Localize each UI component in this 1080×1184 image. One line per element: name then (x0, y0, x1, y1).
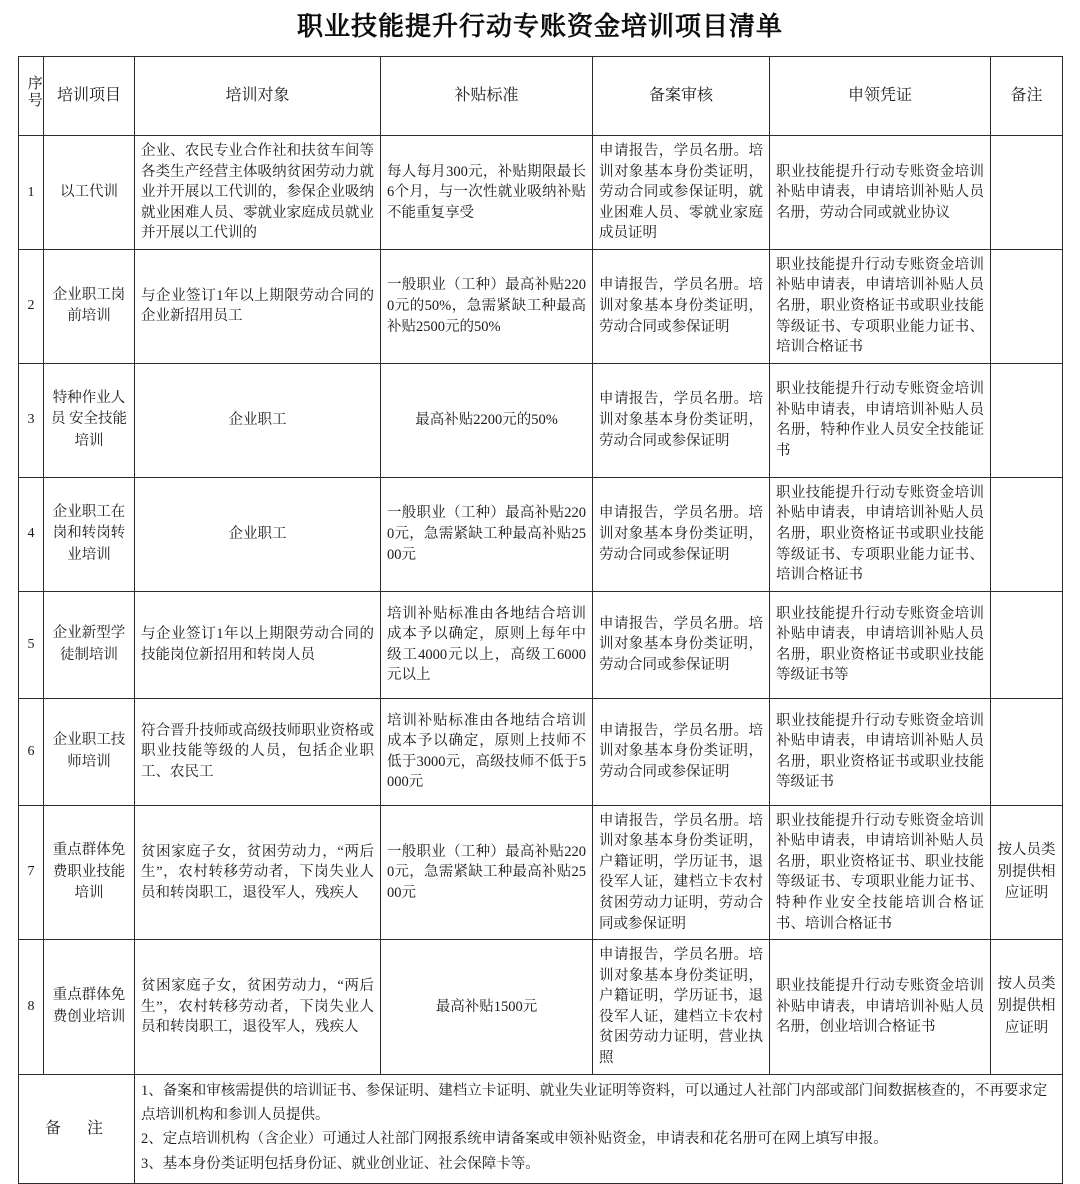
cell-item: 特种作业人员 安全技能培训 (44, 363, 135, 477)
cell-certificate: 职业技能提升行动专账资金培训补贴申请表，申请培训补贴人员名册，职业资格证书或职业技能等级证书、专项职业能力证书、培训合格证书 (770, 477, 991, 591)
column-header-note: 备注 (991, 57, 1063, 136)
cell-certificate: 职业技能提升行动专账资金培训补贴申请表，申请培训补贴人员名册，职业资格证书、职业技能等级证书、专项职业能力证书、特种作业安全技能培训合格证书、培训合格证书 (770, 805, 991, 939)
cell-object: 贫困家庭子女，贫困劳动力，“两后生”，农村转移劳动者，下岗失业人员和转岗职工，退役军人，残疾人 (135, 940, 381, 1074)
cell-item: 重点群体免费创业培训 (44, 940, 135, 1074)
cell-object: 符合晋升技师或高级技师职业资格或职业技能等级的人员，包括企业职工、农民工 (135, 698, 381, 805)
cell-standard: 培训补贴标准由各地结合培训成本予以确定，原则上技师不低于3000元，高级技师不低于5000元 (381, 698, 593, 805)
cell-standard: 一般职业（工种）最高补贴2200元，急需紧缺工种最高补贴2500元 (381, 805, 593, 939)
table-row (19, 249, 1063, 363)
table-row (19, 136, 1063, 250)
cell-object: 与企业签订1年以上期限劳动合同的企业新招用员工 (135, 249, 381, 363)
cell-note (991, 363, 1063, 477)
cell-item: 企业新型学徒制培训 (44, 591, 135, 698)
table-header-row (19, 57, 1063, 136)
cell-note (991, 698, 1063, 805)
page-title: 职业技能提升行动专账资金培训项目清单 (296, 12, 783, 41)
column-header-index-label: 序号 (25, 75, 42, 110)
cell-note: 按人员类别提供相应证明 (991, 805, 1063, 939)
cell-item: 企业职工技师培训 (44, 698, 135, 805)
cell-object: 贫困家庭子女，贫困劳动力，“两后生”，农村转移劳动者，下岗失业人员和转岗职工，退役军人，残疾人 (135, 805, 381, 939)
footer-note-line: 3、基本身份类证明包括身份证、就业创业证、社会保障卡等。 (141, 1156, 540, 1173)
cell-review: 申请报告，学员名册。培训对象基本身份类证明，劳动合同或参保证明 (593, 698, 770, 805)
cell-review: 申请报告，学员名册。培训对象基本身份类证明，劳动合同或参保证明 (593, 591, 770, 698)
cell-note (991, 591, 1063, 698)
cell-index: 8 (19, 940, 44, 1074)
cell-standard: 每人每月300元，补贴期限最长6个月，与一次性就业吸纳补贴不能重复享受 (381, 136, 593, 250)
cell-item: 企业职工在岗和转岗转业培训 (44, 477, 135, 591)
cell-standard: 最高补贴1500元 (381, 940, 593, 1074)
footer-label: 备 注 (19, 1074, 135, 1184)
cell-object: 与企业签订1年以上期限劳动合同的技能岗位新招用和转岗人员 (135, 591, 381, 698)
column-header-certificate: 申领凭证 (770, 57, 991, 136)
table-body (19, 136, 1063, 1184)
table-footer-row (19, 1074, 1063, 1184)
cell-review: 申请报告，学员名册。培训对象基本身份类证明，劳动合同或参保证明 (593, 249, 770, 363)
cell-object: 企业、农民专业合作社和扶贫车间等各类生产经营主体吸纳贫困劳动力就业并开展以工代训的，参保企业吸纳就业困难人员、零就业家庭成员就业并开展以工代训的 (135, 136, 381, 250)
cell-index: 2 (19, 249, 44, 363)
cell-certificate: 职业技能提升行动专账资金培训补贴申请表，申请培训补贴人员名册，劳动合同或就业协议 (770, 136, 991, 250)
cell-index: 4 (19, 477, 44, 591)
table-row (19, 477, 1063, 591)
cell-certificate: 职业技能提升行动专账资金培训补贴申请表，申请培训补贴人员名册，职业资格证书或职业技能等级证书、专项职业能力证书、培训合格证书 (770, 249, 991, 363)
cell-index: 7 (19, 805, 44, 939)
footer-note-line: 1、备案和审核需提供的培训证书、参保证明、建档立卡证明、就业失业证明等资料，可以通过人社部门内部或部门间数据核查的，不再要求定点培训机构和参训人员提供。 (141, 1082, 1048, 1123)
column-header-index (19, 57, 44, 136)
cell-standard: 最高补贴2200元的50% (381, 363, 593, 477)
cell-review: 申请报告，学员名册。培训对象基本身份类证明，户籍证明，学历证书，退役军人证，建档立卡农村贫困劳动力证明，劳动合同或参保证明 (593, 805, 770, 939)
cell-certificate: 职业技能提升行动专账资金培训补贴申请表，申请培训补贴人员名册，职业资格证书或职业技能等级证书等 (770, 591, 991, 698)
cell-note: 按人员类别提供相应证明 (991, 940, 1063, 1074)
cell-standard: 一般职业（工种）最高补贴2200元，急需紧缺工种最高补贴2500元 (381, 477, 593, 591)
cell-object: 企业职工 (135, 363, 381, 477)
cell-index: 1 (19, 136, 44, 250)
table-row (19, 363, 1063, 477)
column-header-object: 培训对象 (135, 57, 381, 136)
cell-standard: 培训补贴标准由各地结合培训成本予以确定，原则上每年中级工4000元以上，高级工6000元以上 (381, 591, 593, 698)
cell-index: 3 (19, 363, 44, 477)
table-row (19, 698, 1063, 805)
footer-notes (135, 1074, 1063, 1184)
table-row (19, 940, 1063, 1074)
footer-note-line: 2、定点培训机构（含企业）可通过人社部门网报系统申请备案或申领补贴资金，申请表和花名册可在网上填写申报。 (141, 1131, 888, 1148)
training-program-table (18, 56, 1063, 1184)
cell-note (991, 249, 1063, 363)
cell-certificate: 职业技能提升行动专账资金培训补贴申请表，申请培训补贴人员名册，创业培训合格证书 (770, 940, 991, 1074)
cell-review: 申请报告，学员名册。培训对象基本身份类证明，劳动合同或参保证明 (593, 363, 770, 477)
table-row (19, 591, 1063, 698)
table-header (19, 57, 1063, 136)
cell-object: 企业职工 (135, 477, 381, 591)
column-header-standard: 补贴标准 (381, 57, 593, 136)
cell-note (991, 136, 1063, 250)
column-header-review: 备案审核 (593, 57, 770, 136)
cell-index: 6 (19, 698, 44, 805)
cell-review: 申请报告，学员名册。培训对象基本身份类证明，劳动合同或参保证明，就业困难人员、零就业家庭成员证明 (593, 136, 770, 250)
cell-review: 申请报告，学员名册。培训对象基本身份类证明，户籍证明，学历证书，退役军人证，建档立卡农村贫困劳动力证明，营业执照 (593, 940, 770, 1074)
cell-standard: 一般职业（工种）最高补贴2200元的50%，急需紧缺工种最高补贴2500元的50% (381, 249, 593, 363)
table-row (19, 805, 1063, 939)
cell-review: 申请报告，学员名册。培训对象基本身份类证明，劳动合同或参保证明 (593, 477, 770, 591)
cell-item: 企业职工岗前培训 (44, 249, 135, 363)
cell-index: 5 (19, 591, 44, 698)
cell-item: 重点群体免费职业技能培训 (44, 805, 135, 939)
cell-certificate: 职业技能提升行动专账资金培训补贴申请表，申请培训补贴人员名册，特种作业人员安全技能证书 (770, 363, 991, 477)
cell-item: 以工代训 (44, 136, 135, 250)
column-header-item: 培训项目 (44, 57, 135, 136)
cell-note (991, 477, 1063, 591)
cell-certificate: 职业技能提升行动专账资金培训补贴申请表，申请培训补贴人员名册，职业资格证书或职业技能等级证书 (770, 698, 991, 805)
